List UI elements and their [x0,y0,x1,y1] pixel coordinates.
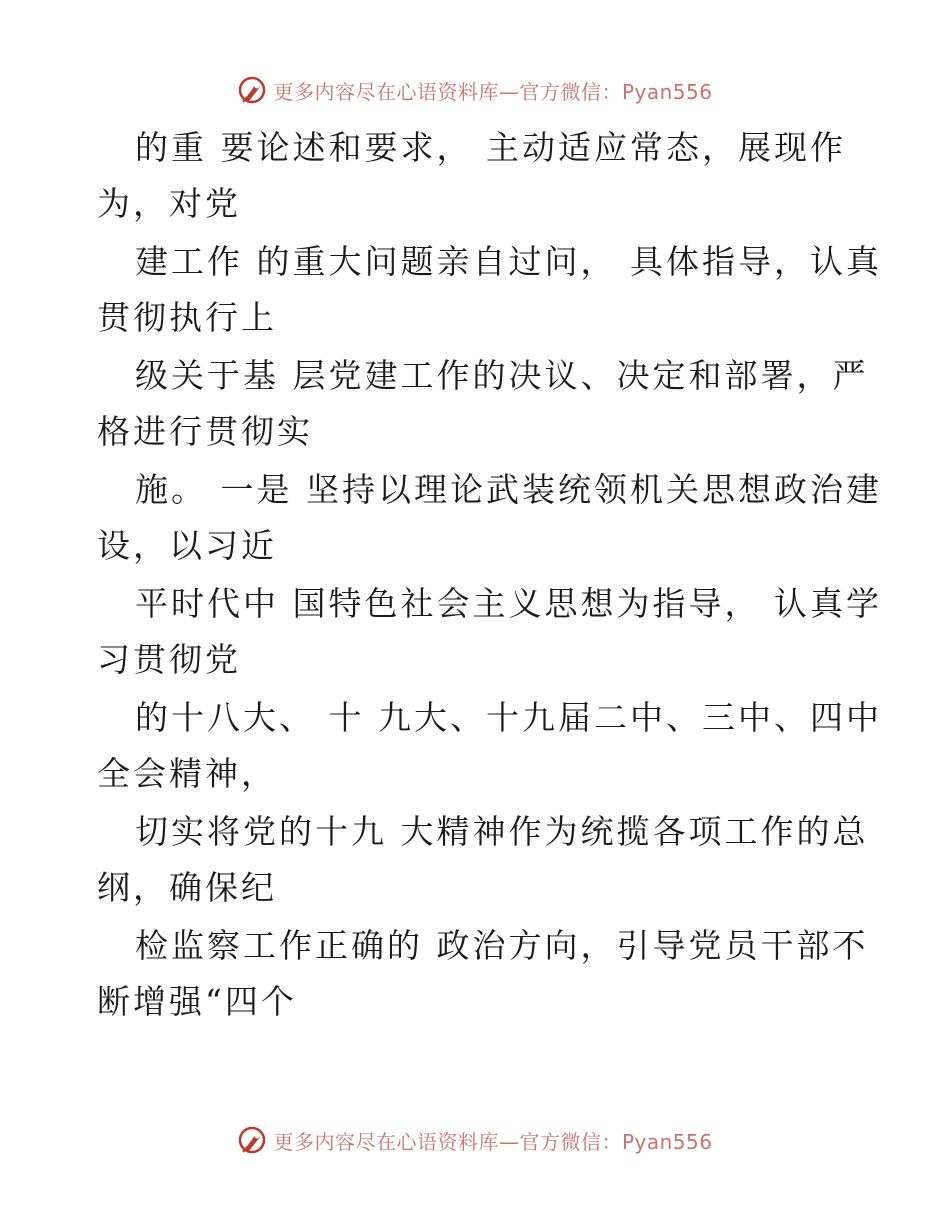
paragraph-line: 设，以习近 [97,526,277,565]
paragraph-line: 的十八大、 十 九大、十九届二中、三中、四中 [135,698,882,737]
paragraph-line: 施。 一是 坚持以理论武装统领机关思想政治建 [135,470,882,509]
paragraph [0,234,950,346]
paragraph-line: 平时代中 国特色社会主义思想为指导， 认真学 [135,584,882,623]
paragraph [0,348,950,460]
paragraph-line: 贯彻执行上 [97,298,277,337]
pen-nib-logo-icon [237,75,267,105]
paragraph-line: 格进行贯彻实 [97,412,313,451]
paragraph-line: 纲，确保纪 [97,868,277,907]
paragraph-line: 的重 要论述和要求， 主动适应常态，展现作 [135,128,846,167]
footer-banner [0,1120,950,1160]
paragraph [0,120,950,232]
banner-text: 更多内容尽在心语资料库—官方微信：Pyan556 [273,1129,713,1154]
paragraph [0,804,950,916]
paragraph-line: 建工作 的重大问题亲自过问， 具体指导，认真 [135,242,882,281]
paragraph [0,918,950,1030]
paragraph-line: 断增强“四个 [97,982,297,1021]
paragraph [0,576,950,688]
paragraph-line: 切实将党的十九 大精神作为统揽各项工作的总 [135,812,869,851]
paragraph-line: 检监察工作正确的 政治方向，引导党员干部不 [135,926,869,965]
paragraph [0,690,950,802]
banner-text: 更多内容尽在心语资料库—官方微信：Pyan556 [273,79,713,104]
paragraph-line: 为，对党 [97,184,241,223]
header-banner [0,70,950,110]
paragraph [0,462,950,574]
paragraph-line: 习贯彻党 [97,640,241,679]
paragraph-line: 级关于基 层党建工作的决议、决定和部署，严 [135,356,869,395]
paragraph-line: 全会精神， [97,754,277,793]
document-body [0,120,950,1032]
pen-nib-logo-icon [237,1125,267,1155]
